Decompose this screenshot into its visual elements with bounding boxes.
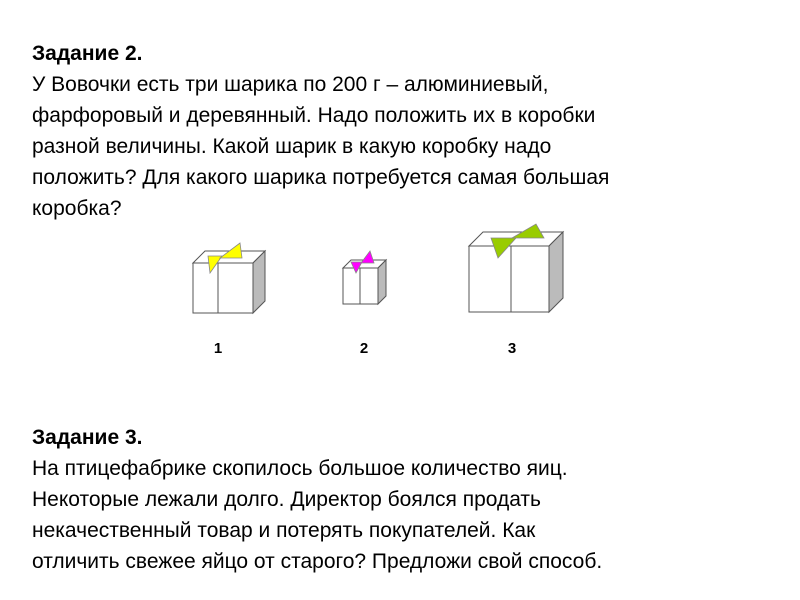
task-3-text: На птицефабрике скопилось большое количество яиц. Некоторые лежали долго. Директор боялся продать некачественный товар и потерять покупателей. Как отличить свежее яйцо от старого? Предложи свой способ. — [32, 457, 603, 573]
task-3-title: Задание 3. — [32, 426, 143, 449]
task-3 — [32, 422, 772, 577]
gift-box-2-icon — [340, 246, 400, 306]
task-2-text: У Вовочки есть три шарика по 200 г – алюминиевый, фарфоровый и деревянный. Надо положить их в коробки разной величины. Какой шарик в какую коробку надо положить? Для какого шарика потребуется самая большая коробка? — [32, 73, 610, 220]
task-2 — [32, 38, 772, 224]
box-2-label: 2 — [359, 340, 369, 357]
task-2-title: Задание 2. — [32, 42, 143, 65]
box-3-label: 3 — [507, 340, 517, 357]
gift-box-1-icon — [190, 236, 270, 316]
gift-boxes-illustration — [180, 230, 580, 370]
box-1-label: 1 — [213, 340, 223, 357]
gift-box-3-icon — [466, 220, 570, 320]
